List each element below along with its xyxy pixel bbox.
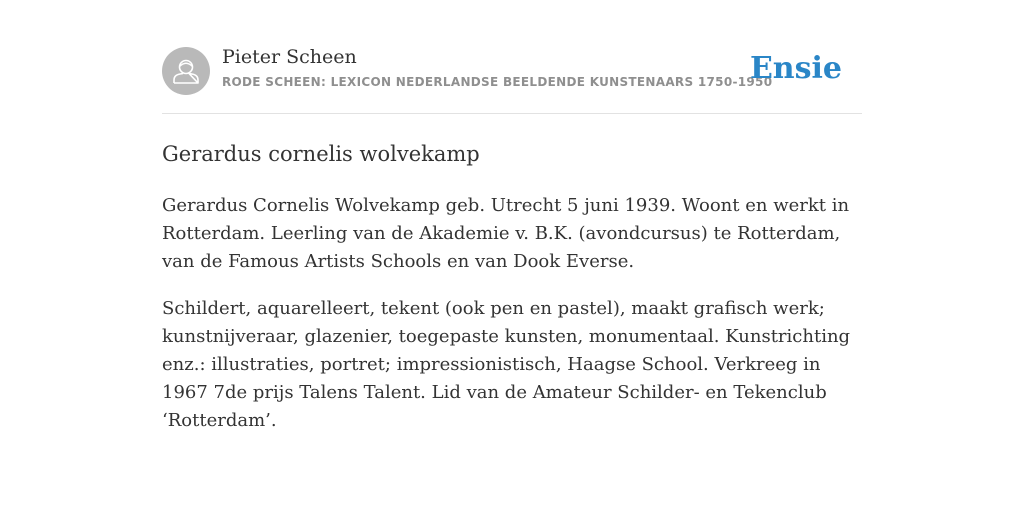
- article-header: [162, 38, 862, 114]
- author-name[interactable]: Pieter Scheen: [222, 46, 357, 68]
- article-card: [162, 38, 862, 435]
- article-paragraph: Schildert, aquarelleert, tekent (ook pen en pastel), maakt grafisch werk; kunstnijveraar, glazenier, toegepaste kunsten, monumentaal. Kunstrichting enz.: illustraties, portret; impressionistisch, Haagse School. Verkreeg in 1967 7de prijs Talens Talent. Lid van de Amateur Schilder- en Tekenclub ‘Rotterdam’.: [162, 298, 851, 431]
- ensie-logo[interactable]: Ensie: [749, 51, 842, 86]
- article-title: Gerardus cornelis wolvekamp: [162, 142, 480, 166]
- avatar[interactable]: [162, 47, 210, 95]
- article-paragraph: Gerardus Cornelis Wolvekamp geb. Utrecht 5 juni 1939. Woont en werkt in Rotterdam. Leerling van de Akademie v. B.K. (avondcursus) te Rotterdam, van de Famous Artists Schools en van Dook Everse.: [162, 195, 850, 272]
- source-title[interactable]: RODE SCHEEN: LEXICON NEDERLANDSE BEELDENDE KUNSTENAARS 1750-1950: [222, 75, 773, 89]
- user-icon: [162, 47, 210, 95]
